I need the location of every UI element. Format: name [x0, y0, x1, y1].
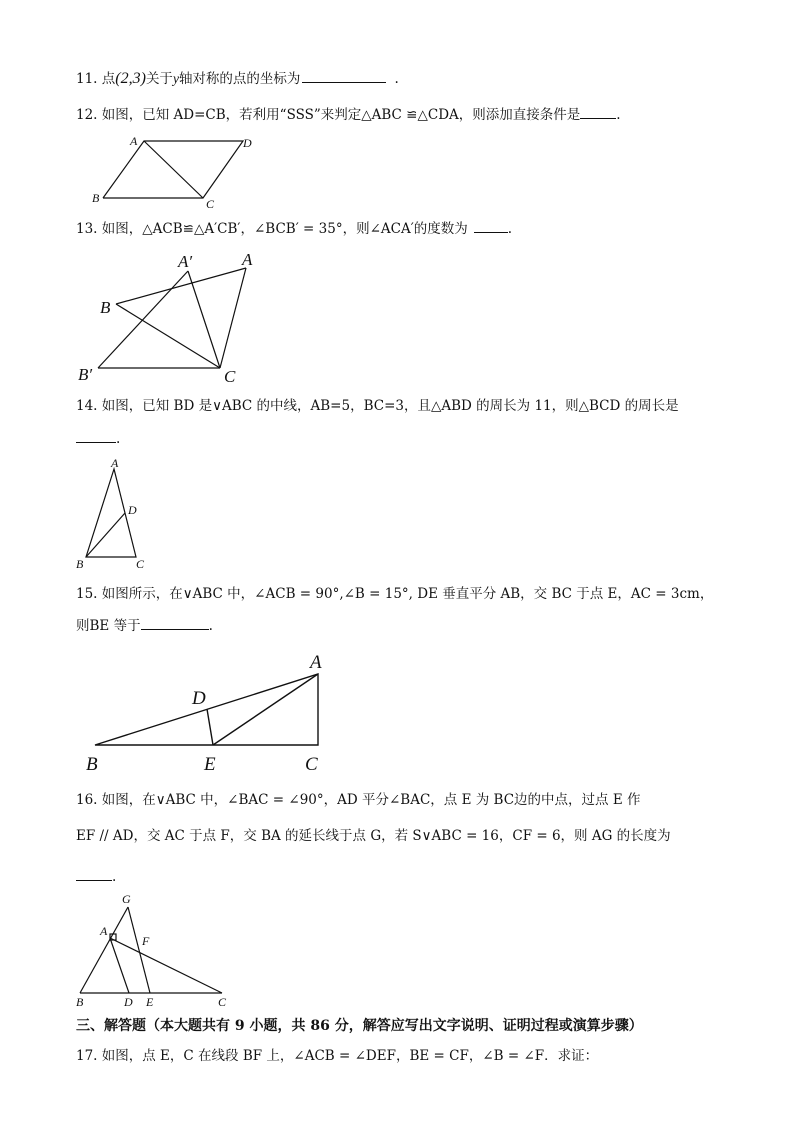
question-15: [76, 584, 713, 604]
q11-post: 轴对称的点的坐标为: [178, 71, 301, 87]
q16-label-d: D: [124, 995, 133, 1009]
q12-end: .: [616, 107, 621, 123]
q15-label-d: D: [192, 688, 206, 709]
q12-text: 12. 如图，已知 AD=CB，若利用“SSS”来判定△ABC ≌△CDA，则添加直接条件是: [76, 107, 581, 123]
section-3-heading: 三、解答题（本大题共有 9 小题，共 86 分，解答应写出文字说明、证明过程或演算步骤）: [76, 1018, 643, 1034]
question-17: [76, 1046, 598, 1066]
q13-answer-blank[interactable]: [474, 218, 508, 233]
q11-point: (2,3): [115, 70, 146, 87]
q16-figure: [72, 888, 242, 1013]
q11-end: .: [394, 71, 399, 87]
question-15-line2: [76, 615, 213, 636]
q14-answer-blank[interactable]: [76, 428, 116, 443]
q16-answer-blank[interactable]: [76, 866, 112, 881]
q12-label-a: A: [130, 134, 138, 148]
q15-label-c: C: [305, 754, 318, 775]
q13-label-b: B: [100, 298, 111, 317]
q16-label-f: F: [142, 934, 150, 948]
q14-label-c: C: [136, 557, 145, 571]
q15-text: 15. 如图所示，在∨ABC 中，∠ACB = 90°,∠B = 15°, DE 垂直平分 AB，交 BC 于点 E，AC = 3cm，: [76, 586, 714, 602]
q16-line2: EF // AD，交 AC 于点 F，交 BA 的延长线于点 G，若 S∨ABC = 16，CF = 6，则 AG 的长度为: [76, 828, 671, 844]
q11-mid: 关于: [145, 71, 173, 87]
q16-label-b: B: [76, 995, 84, 1009]
q15-line2: 则BE 等于: [76, 618, 141, 634]
q11-pre: 点: [101, 71, 116, 87]
question-12: [76, 104, 621, 125]
q12-label-c: C: [206, 197, 215, 211]
q17-text: 17. 如图，点 E，C 在线段 BF 上，∠ACB = ∠DEF，BE = CF，∠B = ∠F．求证：: [76, 1048, 599, 1064]
q13-label-b-prime: B′: [78, 365, 93, 384]
q12-label-d: D: [243, 136, 252, 150]
question-13: [76, 218, 512, 239]
q15-figure: [82, 648, 342, 778]
q15-label-e: E: [204, 754, 216, 775]
q13-end: .: [507, 221, 513, 237]
question-14-line2: [76, 428, 120, 449]
q15-label-a: A: [310, 652, 322, 673]
q16-text: 16. 如图，在∨ABC 中，∠BAC = ∠90°，AD 平分∠BAC，点 E 为 BC边的中点，过点 E 作: [76, 792, 641, 808]
q11-axis: y: [172, 71, 179, 86]
q16-label-c: C: [218, 995, 227, 1009]
q12-label-b: B: [92, 191, 100, 205]
q14-text: 14. 如图，已知 BD 是∨ABC 的中线，AB=5，BC=3，且△ABD 的周长为 11，则△BCD 的周长是: [76, 398, 679, 414]
q11-answer-blank[interactable]: [302, 68, 386, 83]
q14-label-b: B: [76, 557, 84, 571]
q13-text: 13. 如图，△ACB≌△A′CB′，∠BCB′ = 35°，则∠ACA′的度数为: [76, 221, 468, 237]
question-16-line3: [76, 866, 116, 887]
q16-end: .: [112, 869, 117, 885]
q16-label-a: A: [100, 924, 108, 938]
q15-end: .: [208, 618, 213, 634]
q16-label-g: G: [122, 892, 131, 906]
q13-label-c: C: [224, 367, 236, 386]
q14-label-a: A: [111, 456, 119, 470]
q12-figure: [88, 130, 268, 210]
question-11: [76, 68, 399, 89]
question-16: [76, 790, 640, 810]
q16-label-e: E: [146, 995, 154, 1009]
q11-number: 11.: [76, 71, 98, 87]
q14-figure: [74, 454, 164, 574]
q14-end: .: [116, 431, 121, 447]
q15-answer-blank[interactable]: [141, 615, 209, 630]
q13-label-a: A: [242, 250, 253, 269]
q14-label-d: D: [128, 503, 137, 517]
q12-answer-blank[interactable]: [580, 104, 616, 119]
q13-figure: [74, 246, 274, 386]
question-14: [76, 396, 679, 416]
question-16-line2: [76, 826, 671, 846]
q13-label-a-prime: A′: [178, 252, 193, 271]
q15-label-b: B: [86, 754, 98, 775]
